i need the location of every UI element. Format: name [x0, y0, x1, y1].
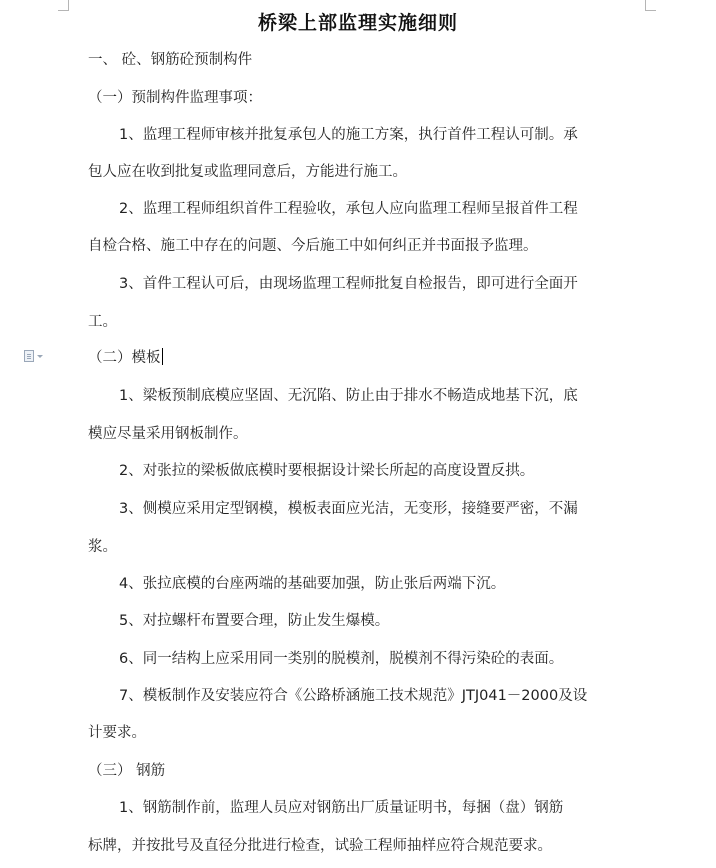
paragraph-line: 7、模板制作及安装应符合《公路桥涵施工技术规范》JTJ041－2000及设: [119, 688, 588, 704]
subsection-heading-with-cursor[interactable]: [88, 348, 163, 368]
document-title: 桥梁上部监理实施细则: [257, 12, 458, 34]
paragraph-line: 标牌，并按批号及直径分批进行检查，试验工程师抽样应符合规范要求。: [88, 838, 552, 854]
text-cursor: [162, 348, 163, 365]
paragraph-line: 自检合格、施工中存在的问题、今后施工中如何纠正并书面报予监理。: [88, 238, 538, 254]
paragraph-line: 4、张拉底模的台座两端的基础要加强，防止张后两端下沉。: [119, 576, 506, 592]
paragraph-line: 模应尽量采用钢板制作。: [88, 426, 248, 442]
subsection-heading: （一）预制构件监理事项：: [88, 90, 262, 106]
section-heading: 一、 砼、钢筋砼预制构件: [88, 52, 253, 68]
paragraph-line: 1、钢筋制作前，监理人员应对钢筋出厂质量证明书，每捆（盘）钢筋: [119, 800, 564, 816]
paragraph-line: 浆。: [88, 539, 117, 555]
chevron-down-icon: [37, 355, 43, 358]
paragraph-line: 工。: [88, 314, 117, 330]
paragraph-line: 计要求。: [88, 725, 146, 741]
paragraph-line: 6、同一结构上应采用同一类别的脱模剂，脱模剂不得污染砼的表面。: [119, 651, 564, 667]
paragraph-line: 包人应在收到批复或监理同意后，方能进行施工。: [88, 164, 407, 180]
paragraph-line: 3、首件工程认可后，由现场监理工程师批复自检报告，即可进行全面开: [119, 276, 578, 292]
paragraph-line: 2、监理工程师组织首件工程验收，承包人应向监理工程师呈报首件工程: [119, 201, 578, 217]
paragraph-line: 1、梁板预制底模应坚固、无沉陷、防止由于排水不畅造成地基下沉，底: [119, 388, 578, 404]
subsection-heading: （三） 钢筋: [88, 763, 166, 779]
paragraph-line: 2、对张拉的梁板做底模时要根据设计梁长所起的高度设置反拱。: [119, 463, 535, 479]
paragraph-line: 1、监理工程师审核并批复承包人的施工方案，执行首件工程认可制。承: [119, 127, 578, 143]
paragraph-line: 5、对拉螺杆布置要合理，防止发生爆模。: [119, 613, 390, 629]
subsection-heading: （二）模板: [88, 350, 161, 366]
paragraph-line: 3、侧模应采用定型钢模，模板表面应光洁，无变形，接缝要严密，不漏: [119, 501, 578, 517]
document-icon: [24, 350, 34, 362]
paragraph-options-button[interactable]: [24, 349, 48, 363]
